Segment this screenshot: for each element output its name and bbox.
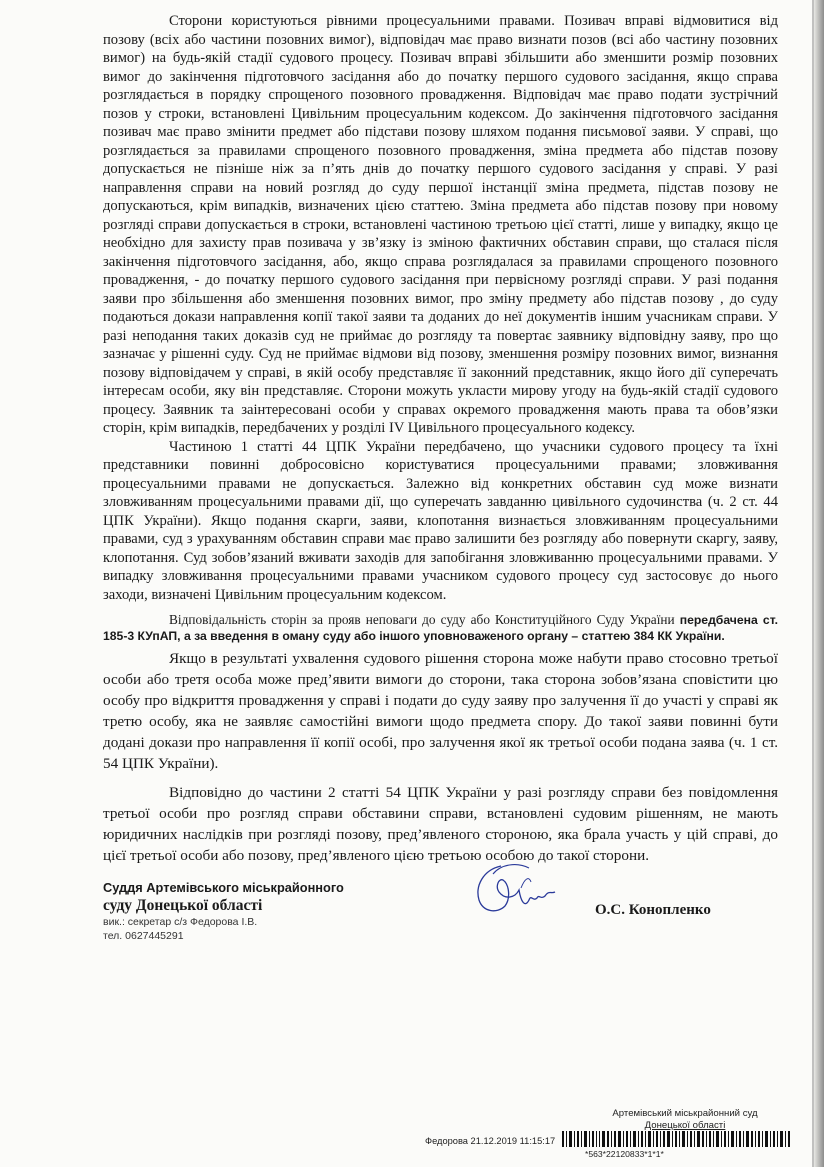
court-name-line2: Донецької області [644,1120,726,1131]
page-edge [814,0,824,1167]
signature-block [103,880,783,960]
executor-line: вик.: секретар с/з Федорова І.В. [103,916,258,928]
stamp-line: Федорова 21.12.2019 11:15:17 [425,1136,556,1146]
phone-line: тел. 0627445291 [103,930,184,942]
barcode-caption: *563*22120833*1*1* [585,1149,664,1159]
liability-articles: передбачена ст. 185-3 КУпАП, а за введення в оману суду або іншого уповноваженого органу – статтею 384 КК України. [103,613,778,643]
handwritten-signature [471,858,561,920]
paragraph-liability [103,612,778,644]
paragraph-abuse-of-rights: Частиною 1 статті 44 ЦПК України передбачено, що учасники судового процесу та їхні представники повинні добросовісно користуватися процесуальними правами; зловживання процесуальними правами не допускається. Залежно від конкретних обставин суд може визнати зловживанням процесуальними правами дії, що суперечать завданню цивільного судочинства (ч. 2 ст. 44 ЦПК України). Якщо подання скарги, заяви, клопотання визнається зловживанням процесуальними правами, суд з урахуванням обставин справи має право залишити без розгляду або повернути скаргу, заяву, клопотання. Суд зобов’язаний вживати заходів для запобігання зловживанню процесуальними правами. У випадку зловживання процесуальними правами учасником судового процесу суд застосовує до нього заходи, визначені Цивільним процесуальним кодексом. [103,438,778,603]
court-footer [590,1108,780,1132]
document-body [103,12,778,866]
paragraph-third-party-consequences: Відповідно до частини 2 статті 54 ЦПК України у разі розгляду справи без повідомлення третьої особи про розгляд справи обставини справи, встановлені судовим рішенням, не мають юридичних наслідків при розгляді позову, пред’явленого стороною, яка брала участь у цій справі, до цієї третьої особи або позову, пред’явленого цією третьою особою до такої сторони. [103,784,778,864]
judge-title-line1: Суддя Артемівського міськрайонного [103,880,344,895]
paragraph-parties-rights: Сторони користуються рівними процесуальними правами. Позивач вправі відмовитися від позову (всіх або частини позовних вимог), відповідач має право визнати позов (всі або частину позовних вимог) на будь-якій стадії судового процесу. Позивач вправі збільшити або зменшити розмір позовних вимог до закінчення підготовчого засідання або до початку першого судового засідання, якщо справа розглядається в порядку спрощеного позовного провадження. Відповідач має право подати зустрічний позов у строки, встановлені Цивільним процесуальним кодексом. До закінчення підготовчого засідання позивач має право змінити предмет або підстави позову шляхом подання письмової заяви. У справі, що розглядається за правилами спрощеного позовного провадження, зміна предмета або підстав позову допускається не пізніше ніж за п’ять днів до початку першого судового засідання у справі. У разі направлення справи на новий розгляд до суду першої інстанції зміна предмета, підстав позову не допускаються, крім випадків, визначених цією статтею. Зміна предмета або підстав позову при новому розгляді справи допускається в строки, встановлені частиною третьою цієї статті, лише у випадку, якщо це необхідно для захисту прав позивача у зв’язку із зміною фактичних обставин справи, що сталася після закінчення підготовчого засідання, або, якщо справа розглядалася за правилами спрощеного позовного провадження, - до початку першого судового засідання при первісному розгляді справи. У разі подання заяви про збільшення або зменшення позовних вимог, про зміну предмету або підстав позову , до суду подаються докази направлення копії такої заяви та доданих до неї документів іншим учасникам справи. У разі неподання таких доказів суд не приймає до розгляду та повертає заявнику відповідну заяву, про що зазначає у рішенні суду. Суд не приймає відмови від позову, зменшення розміру позовних вимог, визнання позову відповідачем у справі, в якій особу представляє її законний представник, якщо його дії суперечать інтересам особи, яку він представляє. Сторони можуть укласти мирову угоду на будь-якій стадії судового процесу. Заявник та заінтересовані особи у справах окремого провадження мають права та обов’язки сторін, крім випадків, передбачених у розділі IV Цивільного процесуального кодексу. [103,13,778,436]
liability-text: Відповідальність сторін за прояв неповаги до суду або Конституційного Суду України [169,612,680,627]
paragraph-third-party-notice: Якщо в результаті ухвалення судового рішення сторона може набути право стосовно третьої особи або третя особа може пред’явити вимоги до сторони, така сторона зобов’язана сповістити цю особу про відкриття провадження у справі і подати до суду заяву про залучення її до участі у справі як третю особу, яка не заявляє самостійні вимоги щодо предмета спору. До такої заяви повинні бути додані докази про направлення її копії особі, про залучення якої як третьої особи подана заява (ч. 1 ст. 54 ЦПК України). [103,650,778,772]
judge-title-line2: суду Донецької області [103,897,263,914]
barcode [562,1131,792,1147]
judge-name: О.С. Конопленко [595,902,711,918]
court-name-line1: Артемівський міськрайонний суд [612,1108,758,1119]
